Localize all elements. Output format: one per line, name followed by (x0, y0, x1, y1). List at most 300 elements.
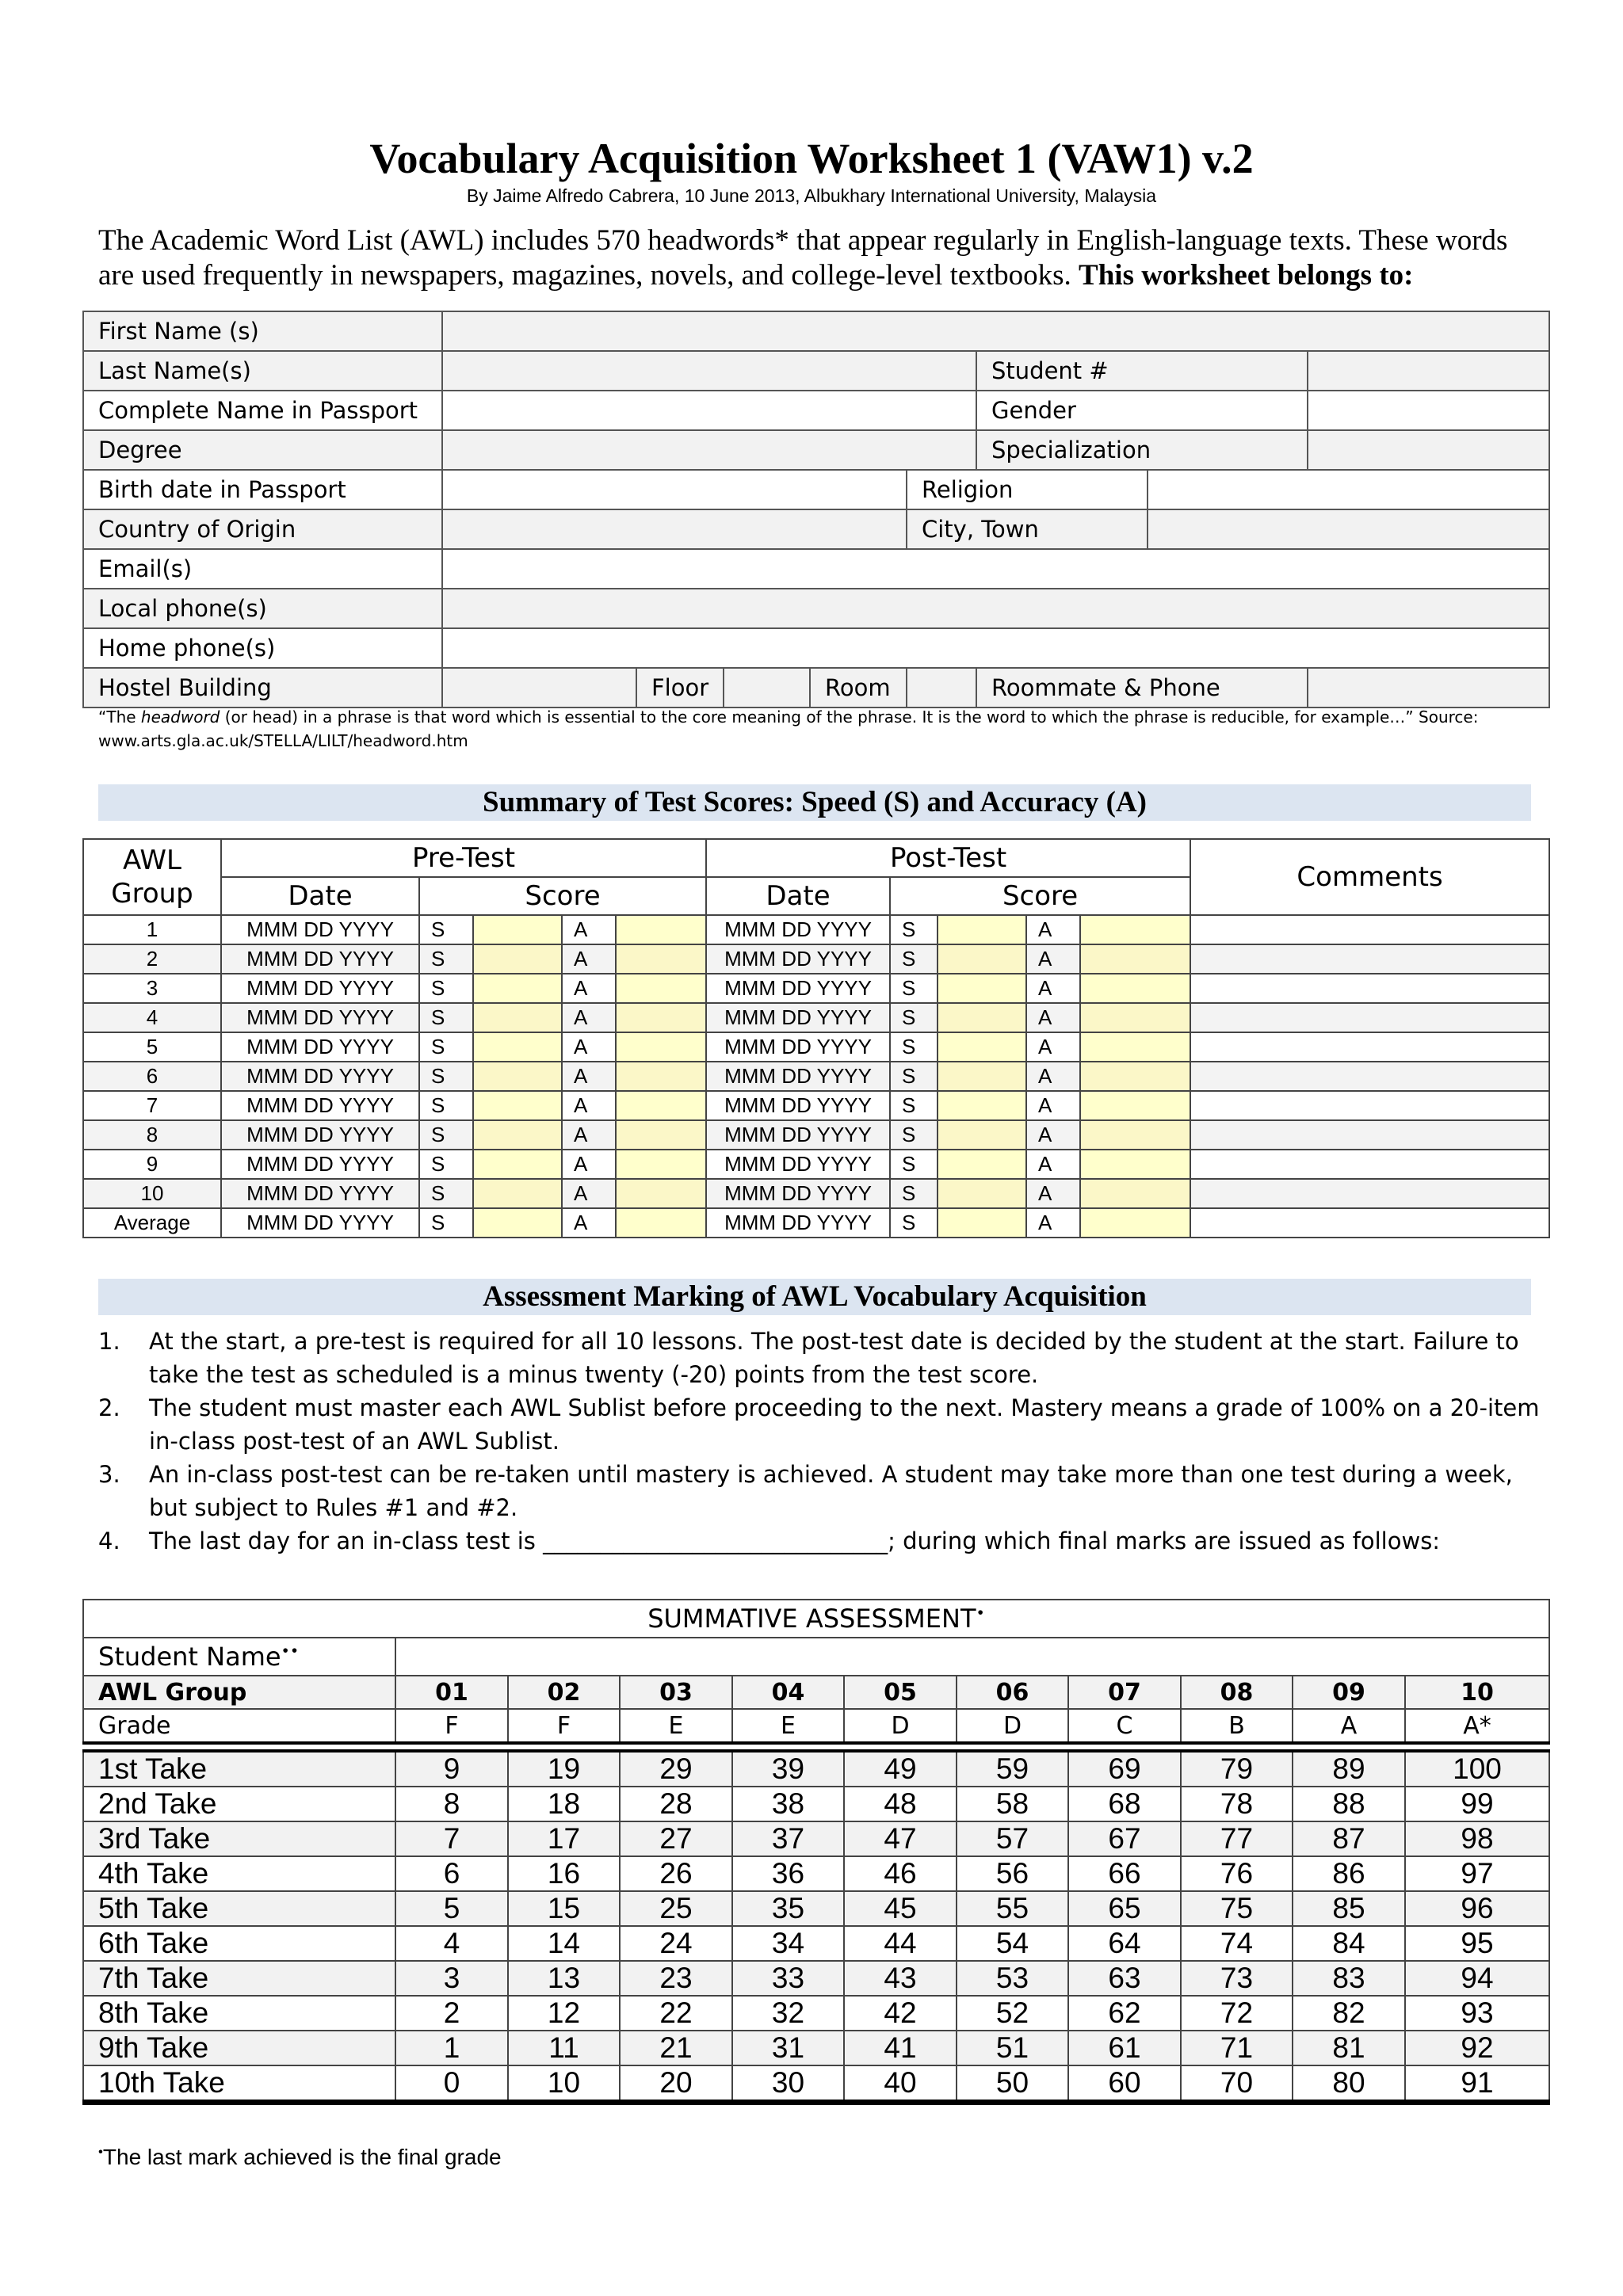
pre-speed-label: S (419, 1150, 473, 1179)
take-score-cell: 83 (1293, 1961, 1405, 1996)
take-label: 10th Take (83, 2065, 395, 2103)
pre-speed-input[interactable] (473, 915, 562, 944)
take-score-cell: 13 (508, 1961, 620, 1996)
pre-speed-input[interactable] (473, 1062, 562, 1091)
pre-speed-input[interactable] (473, 1208, 562, 1238)
take-score-cell: 79 (1181, 1751, 1293, 1787)
take-score-cell: 51 (957, 2031, 1068, 2065)
awl-group-header: AWL Group (83, 839, 221, 915)
home-phone-label: Home phone(s) (83, 628, 442, 668)
take-score-cell: 16 (508, 1856, 620, 1891)
pre-test-date[interactable]: MMM DD YYYY (221, 944, 419, 974)
pre-speed-input[interactable] (473, 974, 562, 1003)
comments-field[interactable] (1190, 1091, 1549, 1120)
post-accuracy-input[interactable] (1080, 944, 1190, 974)
take-row (83, 1996, 1549, 2031)
pre-accuracy-input[interactable] (616, 1032, 706, 1062)
grade-cell: A (1293, 1709, 1405, 1743)
take-score-cell: 0 (395, 2065, 508, 2103)
post-speed-label: S (890, 1062, 938, 1091)
take-score-cell: 11 (508, 2031, 620, 2065)
scores-section-title: Summary of Test Scores: Speed (S) and Accuracy (A) (98, 784, 1531, 821)
post-speed-input[interactable] (938, 1150, 1026, 1179)
pre-accuracy-input[interactable] (616, 1120, 706, 1150)
pre-speed-input[interactable] (473, 1150, 562, 1179)
take-score-cell: 50 (957, 2065, 1068, 2103)
comments-field[interactable] (1190, 1032, 1549, 1062)
pre-accuracy-label: A (562, 1062, 616, 1091)
pre-speed-input[interactable] (473, 1179, 562, 1208)
pre-test-date[interactable]: MMM DD YYYY (221, 974, 419, 1003)
take-score-cell: 20 (620, 2065, 732, 2103)
take-score-cell: 21 (620, 2031, 732, 2065)
room-field[interactable] (907, 668, 976, 707)
take-score-cell: 46 (844, 1856, 957, 1891)
post-speed-input[interactable] (938, 944, 1026, 974)
passport-name-field[interactable] (442, 391, 976, 430)
take-score-cell: 81 (1293, 2031, 1405, 2065)
rule-text: An in-class post-test can be re-taken until mastery is achieved. A student may take more than one test during a week, but subject to Rules #1 and #2. (149, 1461, 1513, 1521)
post-speed-label: S (890, 1179, 938, 1208)
take-score-cell: 31 (732, 2031, 844, 2065)
take-score-cell: 49 (844, 1751, 957, 1787)
post-speed-input[interactable] (938, 1091, 1026, 1120)
awl-group-number: 3 (83, 974, 221, 1003)
comments-field[interactable] (1190, 944, 1549, 974)
rule-number: 3. (98, 1461, 120, 1488)
pre-test-date[interactable]: MMM DD YYYY (221, 1208, 419, 1238)
pre-speed-input[interactable] (473, 1003, 562, 1032)
take-score-cell: 58 (957, 1787, 1068, 1821)
room-label: Room (810, 668, 907, 707)
awl-group-number: 6 (83, 1062, 221, 1091)
take-score-cell: 23 (620, 1961, 732, 1996)
take-score-cell: 38 (732, 1787, 844, 1821)
take-score-cell: 14 (508, 1926, 620, 1961)
pre-accuracy-label: A (562, 1208, 616, 1238)
post-test-date[interactable]: MMM DD YYYY (706, 1062, 890, 1091)
comments-field[interactable] (1190, 1179, 1549, 1208)
take-score-cell: 94 (1405, 1961, 1549, 1996)
comments-field[interactable] (1190, 915, 1549, 944)
pre-speed-input[interactable] (473, 1032, 562, 1062)
take-score-cell: 61 (1068, 2031, 1181, 2065)
post-speed-input[interactable] (938, 1062, 1026, 1091)
grade-cell: C (1068, 1709, 1181, 1743)
local-phone-label: Local phone(s) (83, 589, 442, 628)
post-accuracy-label: A (1026, 1032, 1080, 1062)
comments-header: Comments (1190, 839, 1549, 915)
grade-cell: E (732, 1709, 844, 1743)
take-score-cell: 22 (620, 1996, 732, 2031)
specialization-label: Specialization (976, 430, 1308, 470)
double-rule-separator (83, 1743, 1549, 1751)
pre-accuracy-input[interactable] (616, 1003, 706, 1032)
pre-test-date[interactable]: MMM DD YYYY (221, 1091, 419, 1120)
take-score-cell: 4 (395, 1926, 508, 1961)
rule-number: 4. (98, 1527, 120, 1554)
take-score-cell: 99 (1405, 1787, 1549, 1821)
score-row (83, 1032, 1549, 1062)
summative-title-text: SUMMATIVE ASSESSMENT (647, 1604, 976, 1634)
gender-label: Gender (976, 391, 1308, 430)
post-accuracy-label: A (1026, 944, 1080, 974)
take-score-cell: 17 (508, 1821, 620, 1856)
post-accuracy-input[interactable] (1080, 1179, 1190, 1208)
summative-title (83, 1600, 1549, 1638)
post-speed-input[interactable] (938, 1208, 1026, 1238)
take-score-cell: 36 (732, 1856, 844, 1891)
take-score-cell: 80 (1293, 2065, 1405, 2103)
grade-cell: E (620, 1709, 732, 1743)
take-row (83, 1961, 1549, 1996)
take-score-cell: 85 (1293, 1891, 1405, 1926)
grade-cell: D (957, 1709, 1068, 1743)
take-score-cell: 69 (1068, 1751, 1181, 1787)
pre-test-date[interactable]: MMM DD YYYY (221, 1150, 419, 1179)
take-score-cell: 47 (844, 1821, 957, 1856)
take-score-cell: 32 (732, 1996, 844, 2031)
pre-speed-label: S (419, 915, 473, 944)
post-date-header: Date (706, 877, 890, 915)
last-name-field[interactable] (442, 351, 976, 391)
post-accuracy-label: A (1026, 1179, 1080, 1208)
post-speed-input[interactable] (938, 1032, 1026, 1062)
assessment-rules-list (98, 1325, 1549, 1558)
awl-group-number: 9 (83, 1150, 221, 1179)
pre-speed-input[interactable] (473, 944, 562, 974)
summative-assessment-table (82, 1599, 1550, 2105)
pre-speed-label: S (419, 1120, 473, 1150)
page-title: Vocabulary Acquisition Worksheet 1 (VAW1) v.2 (369, 135, 1254, 182)
post-speed-input[interactable] (938, 915, 1026, 944)
post-test-date[interactable]: MMM DD YYYY (706, 1091, 890, 1120)
awl-group-cell: 08 (1181, 1676, 1293, 1709)
post-accuracy-label: A (1026, 1091, 1080, 1120)
score-row (83, 1091, 1549, 1120)
pre-date-header: Date (221, 877, 419, 915)
post-test-date[interactable]: MMM DD YYYY (706, 1150, 890, 1179)
post-speed-input[interactable] (938, 1179, 1026, 1208)
post-speed-label: S (890, 915, 938, 944)
take-row (83, 2065, 1549, 2103)
passport-name-label: Complete Name in Passport (83, 391, 442, 430)
intro-bold-text: This worksheet belongs to: (1079, 259, 1414, 292)
post-speed-label: S (890, 944, 938, 974)
post-accuracy-input[interactable] (1080, 1120, 1190, 1150)
pre-speed-input[interactable] (473, 1091, 562, 1120)
floor-field[interactable] (724, 668, 810, 707)
take-score-cell: 60 (1068, 2065, 1181, 2103)
pre-accuracy-label: A (562, 1120, 616, 1150)
take-score-cell: 15 (508, 1891, 620, 1926)
awl-group-number: 4 (83, 1003, 221, 1032)
degree-field[interactable] (442, 430, 976, 470)
pre-test-date[interactable]: MMM DD YYYY (221, 1032, 419, 1062)
post-accuracy-input[interactable] (1080, 1032, 1190, 1062)
take-score-cell: 1 (395, 2031, 508, 2065)
take-label: 6th Take (83, 1926, 395, 1961)
pre-speed-label: S (419, 1032, 473, 1062)
assessment-section-title: Assessment Marking of AWL Vocabulary Acquisition (98, 1279, 1531, 1315)
take-score-cell: 59 (957, 1751, 1068, 1787)
awl-group-number: Average (83, 1208, 221, 1238)
take-score-cell: 62 (1068, 1996, 1181, 2031)
post-speed-input[interactable] (938, 974, 1026, 1003)
headword-note-pre: “The (98, 707, 141, 727)
take-label: 2nd Take (83, 1787, 395, 1821)
country-label: Country of Origin (83, 509, 442, 549)
pre-accuracy-label: A (562, 1150, 616, 1179)
gender-field[interactable] (1308, 391, 1549, 430)
grade-label: Grade (83, 1709, 395, 1743)
city-field[interactable] (1148, 509, 1549, 549)
post-accuracy-input[interactable] (1080, 1091, 1190, 1120)
take-score-cell: 33 (732, 1961, 844, 1996)
post-speed-input[interactable] (938, 1003, 1026, 1032)
grade-cell: B (1181, 1709, 1293, 1743)
take-row (83, 1751, 1549, 1787)
pre-accuracy-input[interactable] (616, 974, 706, 1003)
take-score-cell: 25 (620, 1891, 732, 1926)
score-row (83, 915, 1549, 944)
headword-footnote (98, 705, 1549, 753)
assessment-rule (98, 1458, 1549, 1524)
pre-test-date[interactable]: MMM DD YYYY (221, 1179, 419, 1208)
birth-date-field[interactable] (442, 470, 907, 509)
post-test-date[interactable]: MMM DD YYYY (706, 915, 890, 944)
take-score-cell: 8 (395, 1787, 508, 1821)
pre-speed-label: S (419, 1208, 473, 1238)
pre-speed-input[interactable] (473, 1120, 562, 1150)
awl-group-cell: 10 (1405, 1676, 1549, 1709)
footnote-mark: • (98, 2144, 103, 2160)
awl-group-cell: 09 (1293, 1676, 1405, 1709)
take-score-cell: 37 (732, 1821, 844, 1856)
home-phone-field[interactable] (442, 628, 1549, 668)
score-row (83, 944, 1549, 974)
take-score-cell: 6 (395, 1856, 508, 1891)
local-phone-field[interactable] (442, 589, 1549, 628)
pre-test-header: Pre-Test (221, 839, 706, 877)
pre-accuracy-input[interactable] (616, 1208, 706, 1238)
awl-group-number: 7 (83, 1091, 221, 1120)
final-grade-footnote (98, 2144, 502, 2171)
headword-note-italic: headword (140, 707, 220, 727)
take-score-cell: 41 (844, 2031, 957, 2065)
take-score-cell: 43 (844, 1961, 957, 1996)
roommate-field[interactable] (1308, 668, 1549, 707)
email-label: Email(s) (83, 549, 442, 589)
take-score-cell: 45 (844, 1891, 957, 1926)
awl-group-number: 5 (83, 1032, 221, 1062)
pre-accuracy-label: A (562, 915, 616, 944)
test-scores-table (82, 838, 1550, 1238)
take-score-cell: 7 (395, 1821, 508, 1856)
post-speed-label: S (890, 1091, 938, 1120)
hostel-field[interactable] (442, 668, 636, 707)
post-accuracy-input[interactable] (1080, 1003, 1190, 1032)
comments-field[interactable] (1190, 1120, 1549, 1150)
take-score-cell: 10 (508, 2065, 620, 2103)
comments-field[interactable] (1190, 974, 1549, 1003)
take-label: 3rd Take (83, 1821, 395, 1856)
take-score-cell: 86 (1293, 1856, 1405, 1891)
footnote-text: The last mark achieved is the final grade (102, 2145, 502, 2169)
pre-test-date[interactable]: MMM DD YYYY (221, 1120, 419, 1150)
post-accuracy-input[interactable] (1080, 1150, 1190, 1179)
score-row (83, 1179, 1549, 1208)
student-name-field[interactable] (395, 1638, 1549, 1676)
take-score-cell: 29 (620, 1751, 732, 1787)
take-score-cell: 88 (1293, 1787, 1405, 1821)
post-test-date[interactable]: MMM DD YYYY (706, 1032, 890, 1062)
take-row (83, 1891, 1549, 1926)
pre-test-date[interactable]: MMM DD YYYY (221, 915, 419, 944)
post-accuracy-input[interactable] (1080, 915, 1190, 944)
city-label: City, Town (907, 509, 1148, 549)
rule-text: At the start, a pre-test is required for all 10 lessons. The post-test date is decided by the student at the start. Failure to take the test as scheduled is a minus twenty (-20) points from the test score. (149, 1328, 1519, 1388)
take-score-cell: 75 (1181, 1891, 1293, 1926)
take-score-cell: 70 (1181, 2065, 1293, 2103)
awl-group-number: 2 (83, 944, 221, 974)
pre-speed-label: S (419, 1062, 473, 1091)
post-test-date[interactable]: MMM DD YYYY (706, 1003, 890, 1032)
pre-accuracy-label: A (562, 974, 616, 1003)
take-score-cell: 40 (844, 2065, 957, 2103)
score-row (83, 1003, 1549, 1032)
take-score-cell: 77 (1181, 1821, 1293, 1856)
rule-text: The last day for an in-class test is ______________________________; during which final marks are issued as follows: (149, 1527, 1441, 1554)
take-score-cell: 63 (1068, 1961, 1181, 1996)
post-accuracy-label: A (1026, 974, 1080, 1003)
take-score-cell: 67 (1068, 1821, 1181, 1856)
assessment-rule (98, 1524, 1549, 1558)
take-score-cell: 27 (620, 1821, 732, 1856)
pre-accuracy-input[interactable] (616, 915, 706, 944)
comments-field[interactable] (1190, 1208, 1549, 1238)
take-score-cell: 34 (732, 1926, 844, 1961)
pre-score-header: Score (419, 877, 706, 915)
first-name-field[interactable] (442, 311, 1549, 351)
comments-field[interactable] (1190, 1062, 1549, 1091)
score-row (83, 1062, 1549, 1091)
post-accuracy-label: A (1026, 1120, 1080, 1150)
comments-field[interactable] (1190, 1150, 1549, 1179)
take-label: 9th Take (83, 2031, 395, 2065)
take-score-cell: 84 (1293, 1926, 1405, 1961)
post-accuracy-input[interactable] (1080, 974, 1190, 1003)
take-score-cell: 82 (1293, 1996, 1405, 2031)
student-number-field[interactable] (1308, 351, 1549, 391)
post-accuracy-input[interactable] (1080, 1208, 1190, 1238)
post-accuracy-label: A (1026, 1208, 1080, 1238)
post-speed-input[interactable] (938, 1120, 1026, 1150)
post-accuracy-label: A (1026, 1003, 1080, 1032)
take-score-cell: 26 (620, 1856, 732, 1891)
take-score-cell: 18 (508, 1787, 620, 1821)
country-field[interactable] (442, 509, 907, 549)
summative-title-mark: • (976, 1604, 985, 1623)
pre-accuracy-label: A (562, 1003, 616, 1032)
roommate-label: Roommate & Phone (976, 668, 1308, 707)
take-score-cell: 9 (395, 1751, 508, 1787)
email-field[interactable] (442, 549, 1549, 589)
specialization-field[interactable] (1308, 430, 1549, 470)
pre-test-date[interactable]: MMM DD YYYY (221, 1062, 419, 1091)
awl-group-cell: 06 (957, 1676, 1068, 1709)
take-score-cell: 57 (957, 1821, 1068, 1856)
pre-test-date[interactable]: MMM DD YYYY (221, 1003, 419, 1032)
grade-cell: A* (1405, 1709, 1549, 1743)
take-score-cell: 89 (1293, 1751, 1405, 1787)
post-speed-label: S (890, 1120, 938, 1150)
awl-group-cell: 04 (732, 1676, 844, 1709)
intro-paragraph (98, 223, 1549, 293)
pre-accuracy-input[interactable] (616, 944, 706, 974)
awl-group-number: 10 (83, 1179, 221, 1208)
pre-accuracy-input[interactable] (616, 1062, 706, 1091)
awl-group-cell: 03 (620, 1676, 732, 1709)
awl-group-number: 8 (83, 1120, 221, 1150)
take-score-cell: 53 (957, 1961, 1068, 1996)
take-label: 5th Take (83, 1891, 395, 1926)
post-score-header: Score (890, 877, 1190, 915)
take-score-cell: 100 (1405, 1751, 1549, 1787)
comments-field[interactable] (1190, 1003, 1549, 1032)
religion-field[interactable] (1148, 470, 1549, 509)
pre-accuracy-label: A (562, 1032, 616, 1062)
post-test-date[interactable]: MMM DD YYYY (706, 944, 890, 974)
post-speed-label: S (890, 1150, 938, 1179)
take-score-cell: 64 (1068, 1926, 1181, 1961)
post-test-date[interactable]: MMM DD YYYY (706, 1208, 890, 1238)
post-accuracy-input[interactable] (1080, 1062, 1190, 1091)
post-speed-label: S (890, 1003, 938, 1032)
take-score-cell: 48 (844, 1787, 957, 1821)
awl-group-cell: 02 (508, 1676, 620, 1709)
post-speed-label: S (890, 974, 938, 1003)
take-row (83, 1787, 1549, 1821)
pre-accuracy-input[interactable] (616, 1091, 706, 1120)
post-accuracy-label: A (1026, 915, 1080, 944)
birth-date-label: Birth date in Passport (83, 470, 442, 509)
take-score-cell: 52 (957, 1996, 1068, 2031)
pre-speed-label: S (419, 1091, 473, 1120)
pre-accuracy-input[interactable] (616, 1150, 706, 1179)
take-label: 4th Take (83, 1856, 395, 1891)
last-name-label: Last Name(s) (83, 351, 442, 391)
assessment-rule (98, 1391, 1549, 1458)
post-test-date[interactable]: MMM DD YYYY (706, 1179, 890, 1208)
post-test-date[interactable]: MMM DD YYYY (706, 1120, 890, 1150)
take-label: 1st Take (83, 1751, 395, 1787)
rule-number: 2. (98, 1394, 120, 1421)
pre-speed-label: S (419, 1003, 473, 1032)
pre-accuracy-label: A (562, 1179, 616, 1208)
take-score-cell: 76 (1181, 1856, 1293, 1891)
take-score-cell: 54 (957, 1926, 1068, 1961)
pre-accuracy-input[interactable] (616, 1179, 706, 1208)
post-test-date[interactable]: MMM DD YYYY (706, 974, 890, 1003)
score-row (83, 1150, 1549, 1179)
student-number-label: Student # (976, 351, 1308, 391)
awl-group-cell: 05 (844, 1676, 957, 1709)
score-row (83, 1120, 1549, 1150)
take-score-cell: 68 (1068, 1787, 1181, 1821)
take-score-cell: 66 (1068, 1856, 1181, 1891)
take-score-cell: 91 (1405, 2065, 1549, 2103)
